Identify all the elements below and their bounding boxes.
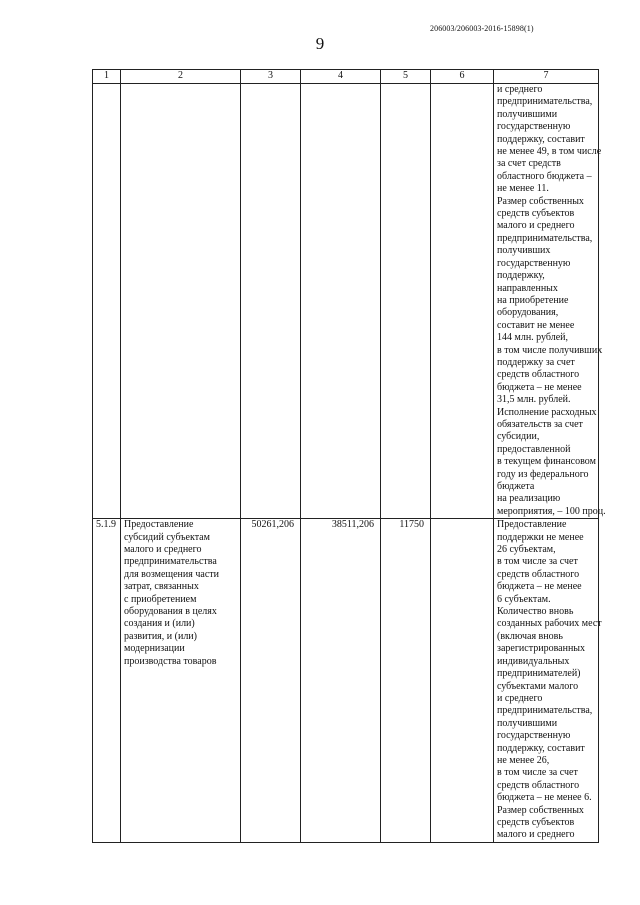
text-line: поддержки не менее [497,531,584,543]
text-line: на реализацию [497,493,561,505]
text-line: малого и среднего [497,220,575,232]
text-line: и среднего [497,84,543,95]
text-line: поддержку, составит [497,133,585,145]
text-line: средств областного [497,568,580,580]
text-line: Размер собственных [497,804,584,816]
text-line: государственную [497,121,571,133]
text-line: 6 субъектам. [497,593,551,605]
text-line: бюджета – не менее 6. [497,792,592,804]
text-line: не менее 26, [497,754,550,766]
text-line: оборудования, [497,307,559,319]
text-line: субсидий субъектам [124,531,210,543]
cell-row1-col3 [241,84,301,519]
text-line: на приобретение [497,294,569,306]
text-line: не менее 49, в том числе [497,146,602,158]
cell-row1-col7 [494,84,606,519]
text-line: и среднего [497,692,543,704]
cell-total-amount: 50261,206 [241,519,301,843]
text-line: малого и среднего [124,544,202,556]
table-row-continuation [93,84,599,519]
table-row-5-1-9 [93,519,599,843]
text-line: затрат, связанных [124,581,199,593]
cell-target-indicators [494,519,602,843]
text-line: поддержку, [497,270,545,282]
text-line: предпринимательства [124,556,217,568]
text-line: 31,5 млн. рублей. [497,394,571,406]
text-line: средств субъектов [497,816,575,828]
cell-measure-description [121,519,241,843]
cell-row1-col1 [93,84,121,519]
text-line: с приобретением [124,593,197,605]
text-line: получившими [497,717,558,729]
text-line: Размер собственных [497,195,584,207]
text-line: бюджета [497,481,535,492]
text-line: (включая вновь [497,630,563,642]
text-line: созданных рабочих мест [497,618,602,630]
column-header-5: 5 [381,70,431,84]
column-header-7: 7 [494,70,599,84]
text-line: направленных [497,282,558,294]
text-line: предпринимателей) [497,668,581,680]
text-line: поддержку, составит [497,742,585,754]
cell-row1-col6 [431,84,494,519]
text-line: 144 млн. рублей, [497,332,569,344]
text-line: развития, и (или) [124,630,197,642]
text-line: субъектами малого [497,680,579,692]
text-line: средств областного [497,779,580,791]
text-line: получивших [497,245,551,257]
text-line: субсидии, [497,431,540,443]
text-line: государственную [497,257,571,269]
text-line: предпринимательства, [497,232,593,244]
text-line: модернизации [124,643,185,655]
text-line: зарегистрированных [497,643,586,655]
column-header-3: 3 [241,70,301,84]
text-line: обязательств за счет [497,418,583,430]
text-line: в том числе за счет [497,556,578,568]
cell-col6-empty [431,519,494,843]
text-line: в том числе получивших [497,344,603,356]
document-id: 206003/206003-2016-15898(1) [430,24,534,33]
column-header-6: 6 [431,70,494,84]
column-header-1: 1 [93,70,121,84]
text-line: предоставленной [497,443,571,455]
column-header-2: 2 [121,70,241,84]
text-line: оборудования в целях [124,606,217,618]
text-line: индивидуальных [497,655,570,667]
data-table [92,69,606,843]
text-line: бюджета – не менее [497,381,582,393]
text-line: государственную [497,730,571,742]
text-line: производства товаров [124,655,217,667]
text-line: Исполнение расходных [497,406,597,418]
text-line: Предоставление [124,519,194,531]
table-header-row [93,70,599,84]
page-number: 9 [315,34,325,53]
text-line: средств областного [497,369,580,381]
text-line: малого и среднего [497,829,575,841]
text-line: средств субъектов [497,208,575,220]
text-line: составит не менее [497,319,575,331]
text-line: за счет средств [497,158,561,170]
text-line: Предоставление [497,519,567,531]
text-line: в текущем финансовом [497,456,596,468]
text-line: в том числе за счет [497,767,578,779]
text-line: не менее 11. [497,183,549,195]
cell-regional-amount: 11750 [381,519,431,843]
cell-row1-col2 [121,84,241,519]
text-line: мероприятия, – 100 проц. [497,505,606,517]
cell-code: 5.1.9 [93,519,121,843]
text-line: поддержку за счет [497,356,575,368]
cell-row1-col5 [381,84,431,519]
text-line: Количество вновь [497,606,574,618]
text-line: 26 субъектам, [497,544,556,556]
text-line: предпринимательства, [497,705,593,717]
text-line: областного бюджета – [497,170,592,182]
column-header-4: 4 [301,70,381,84]
text-line: создания и (или) [124,618,195,630]
text-line: году из федерального [497,468,589,480]
text-line: предпринимательства, [497,96,593,108]
cell-federal-amount: 38511,206 [301,519,381,843]
text-line: получившими [497,108,558,120]
text-line: для возмещения части [124,568,219,580]
text-line: бюджета – не менее [497,581,582,593]
cell-row1-col4 [301,84,381,519]
